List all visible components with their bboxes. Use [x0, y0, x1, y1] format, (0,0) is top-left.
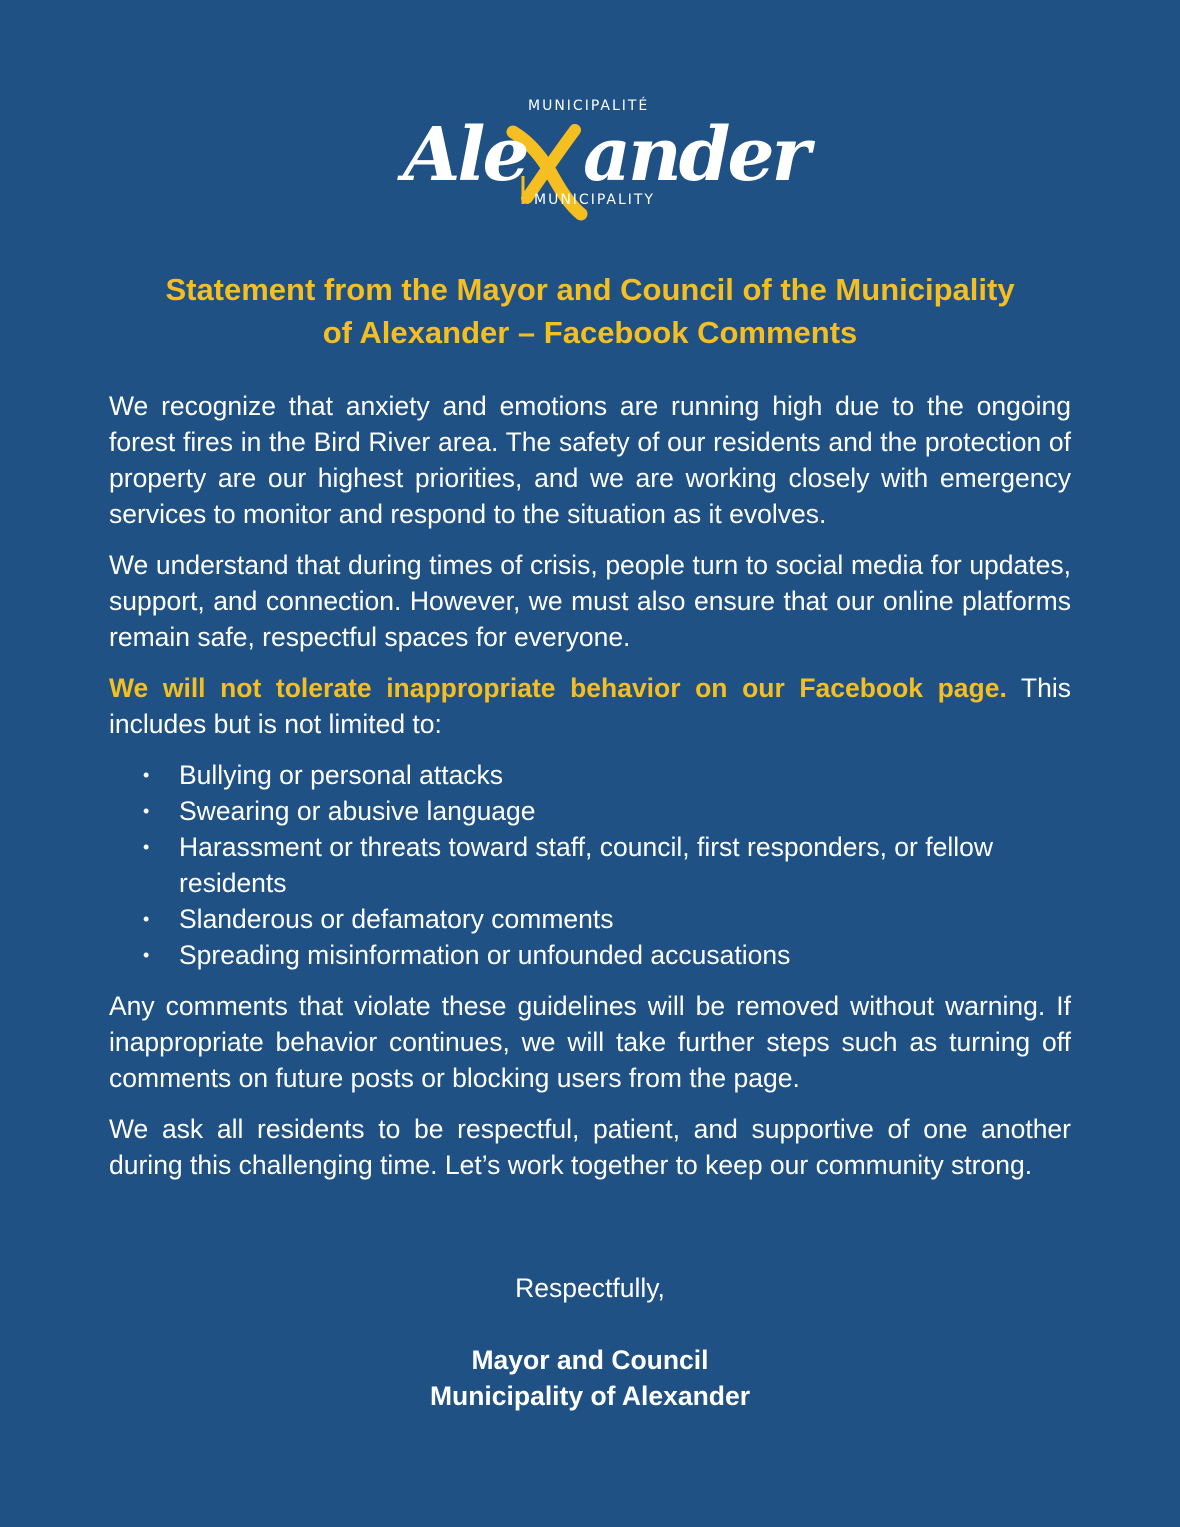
list-item: [109, 757, 1071, 793]
paragraph-policy: [109, 670, 1071, 742]
bullet-icon: •: [143, 801, 150, 821]
list-item-text: Bullying or personal attacks: [179, 760, 504, 790]
paragraph-appeal: We ask all residents to be respectful, patient, and supportive of one another during this challenging time. Let’s work together to keep our community strong.: [109, 1114, 1071, 1180]
policy-highlight: We will not tolerate inappropriate behavior on our Facebook page.: [109, 673, 1007, 703]
signature-block: [90, 1342, 1090, 1414]
list-item: [109, 901, 1071, 937]
list-item: [109, 793, 1071, 829]
municipality-logo: [395, 80, 808, 220]
title-line-1: Statement from the Mayor and Council of the Municipality: [165, 272, 1015, 307]
title-line-2: of Alexander – Facebook Comments: [322, 315, 858, 350]
logo-bottom-label: MUNICIPALITY: [534, 192, 655, 208]
paragraph-situation: We recognize that anxiety and emotions are running high due to the ongoing forest fires in the Bird River area. The safety of our residents and the protection of property are our highest priorities, and we are working closely with emergency services to monitor and respond to the situation as it evolves.: [109, 391, 1071, 529]
bullet-icon: •: [143, 945, 150, 965]
bullet-icon: •: [143, 765, 150, 785]
list-item-text: Harassment or threats toward staff, council, first responders, or fellow residents: [179, 832, 993, 898]
signer-line-2: Municipality of Alexander: [429, 1381, 751, 1411]
svg-text:Ale: Ale: [403, 112, 527, 198]
prohibited-behaviors-list: [109, 757, 1071, 973]
paragraph-enforcement: Any comments that violate these guidelines will be removed without warning. If inappropriate behavior continues, we will take further steps such as turning off comments on future posts or blocking users from the page.: [109, 991, 1071, 1093]
list-item-text: Slanderous or defamatory comments: [179, 904, 614, 934]
paragraph-social-media: We understand that during times of crisis, people turn to social media for updates, support, and connection. However, we must also ensure that our online platforms remain safe, respectful spaces for everyone.: [109, 550, 1071, 652]
list-item: [109, 937, 1071, 973]
policy-rest: This includes but is not limited to:: [109, 673, 1071, 739]
signer-line-1: Mayor and Council: [471, 1345, 709, 1375]
closing-salutation: Respectfully,: [515, 1273, 665, 1303]
statement-body: [109, 388, 1071, 1198]
list-item: [109, 829, 1071, 901]
svg-text:ander: ander: [583, 112, 808, 198]
bullet-icon: •: [143, 909, 150, 929]
logo-top-label: MUNICIPALITÉ: [528, 98, 650, 114]
list-item-text: Spreading misinformation or unfounded accusations: [179, 940, 791, 970]
statement-title: [90, 268, 1090, 354]
bullet-icon: •: [143, 837, 150, 857]
list-item-text: Swearing or abusive language: [179, 796, 536, 826]
